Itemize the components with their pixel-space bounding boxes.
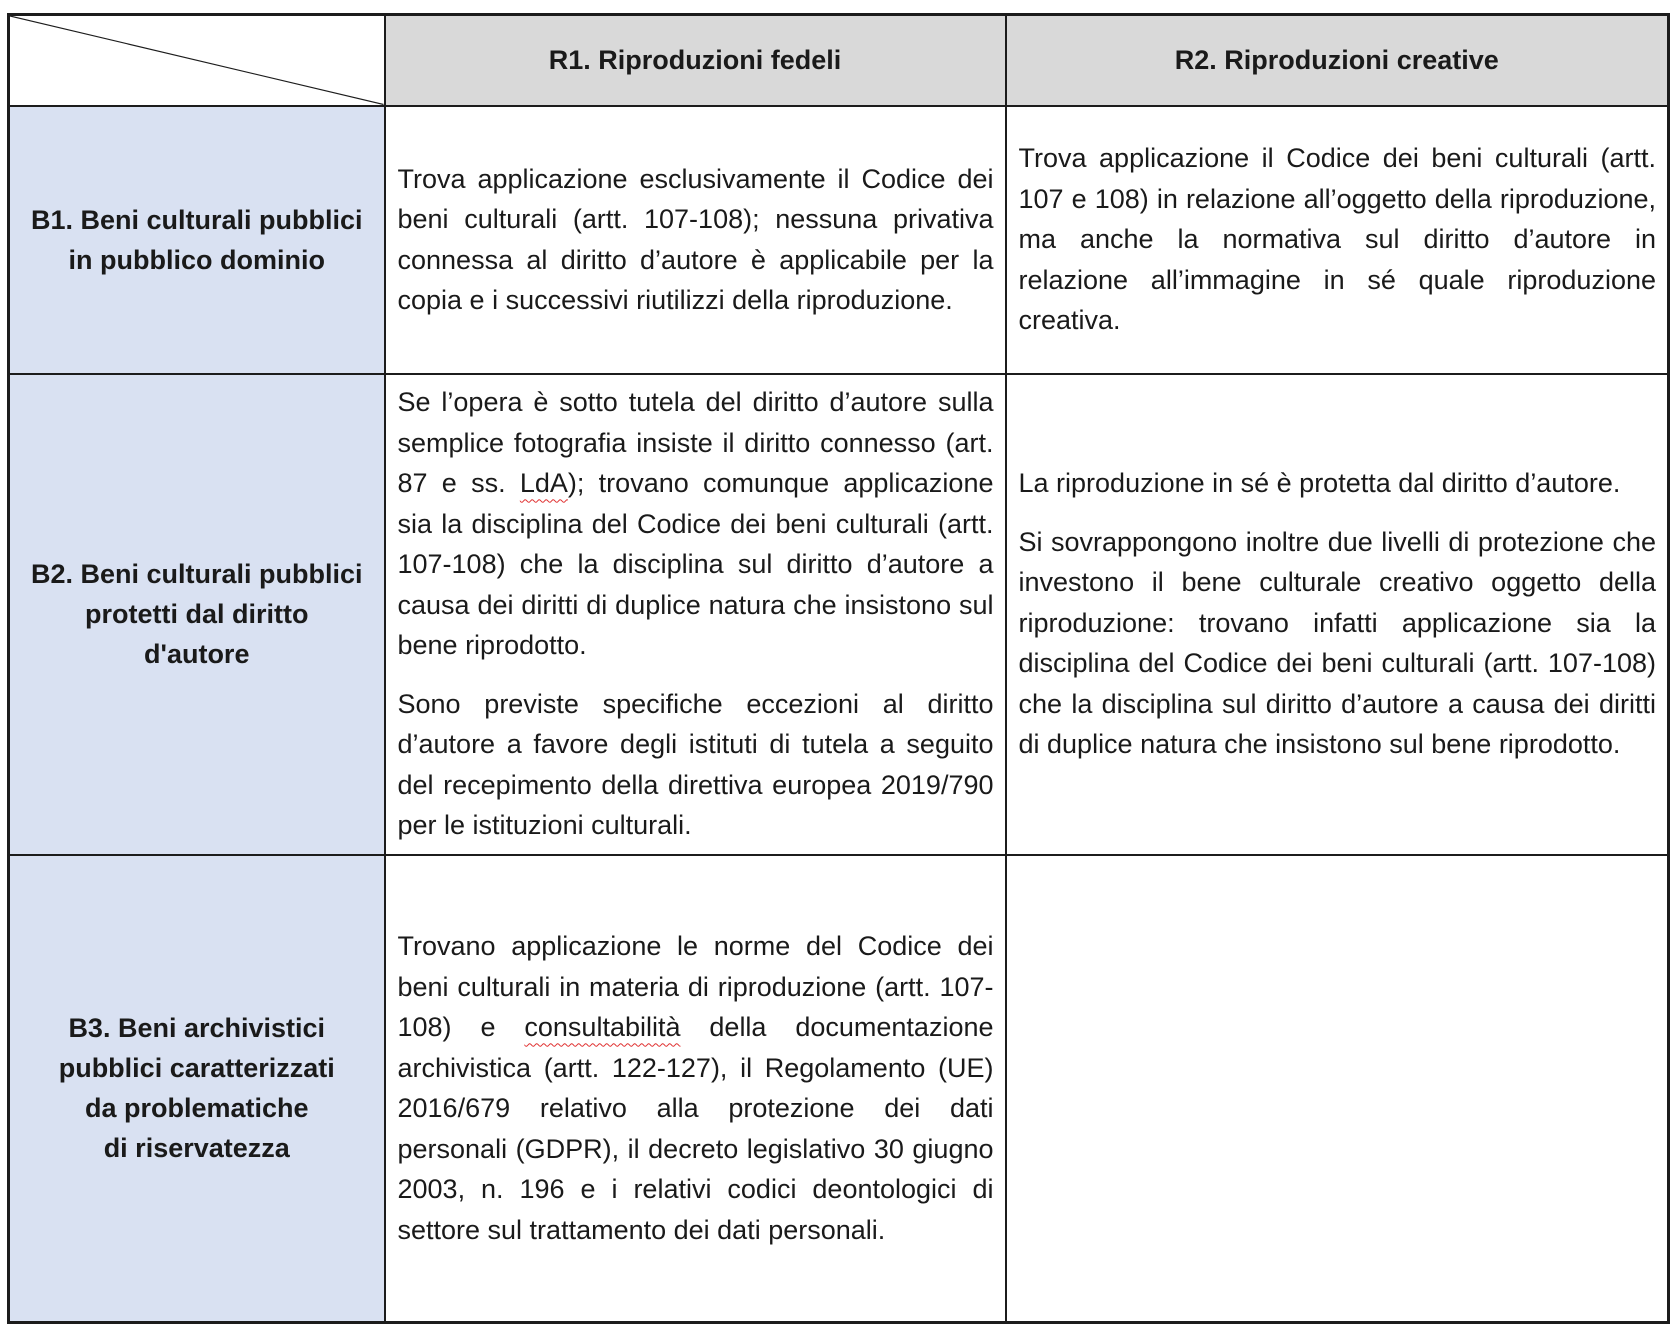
cell-b1-r1 <box>385 106 1006 374</box>
table-row-b2 <box>9 374 1669 855</box>
row-header-b3-line: pubblici caratterizzati <box>58 1053 335 1084</box>
corner-cell <box>9 15 385 106</box>
row-header-b3 <box>9 855 385 1323</box>
cell-b2-r2 <box>1006 374 1669 855</box>
cell-b2-r1-paragraph: Sono previste specifiche eccezioni al diritto d’autore a favore degli istituti di tutela a seguito del recepimento della direttiva europea 2019/790 per le istituzioni culturali. <box>397 688 994 841</box>
paragraph-text: Trovano applicazione le norme del Codice dei beni culturali in materia di riproduzione (artt. 107-108) e <box>397 931 994 1043</box>
paragraph-text: ); trovano comunque applicazione sia la disciplina del Codice dei beni culturali (artt. 107-108) che la disciplina sul diritto d’autore a causa dei diritti di duplice natura che insistono sul bene riprodotto. <box>397 468 994 661</box>
row-header-b3-line: di riservatezza <box>103 1133 290 1164</box>
cell-b2-r2-paragraph: Si sovrappongono inoltre due livelli di protezione che investono il bene culturale creativo oggetto della riproduzione: trovano infatti applicazione sia la disciplina del Codice dei beni culturali (artt. 107-108) che la disciplina sul diritto d’autore a causa dei diritti di duplice natura che insistono sul bene riprodotto. <box>1018 526 1656 760</box>
row-header-b2-line: protetti dal diritto <box>85 599 309 629</box>
paragraph-text: della documentazione archivistica (artt. 122-127), il Regolamento (UE) 2016/679 relativo alla protezione dei dati personali (GDPR), il decreto legislativo 30 giugno 2003, n. 196 e i relativi codici deontologici di settore sul trattamento dei dati personali. <box>397 1012 994 1245</box>
paragraph-text: Se l’opera è sotto tutela del diritto d’autore sulla semplice fotografia insiste il diritto connesso (art. 87 e ss. <box>397 387 994 499</box>
row-header-b1-line: in pubblico dominio <box>68 244 325 275</box>
column-header-r1: R1. Riproduzioni fedeli <box>385 15 1006 106</box>
cell-b3-r1 <box>385 855 1006 1323</box>
row-header-b1 <box>9 106 385 374</box>
cell-b2-r1-paragraph <box>398 382 994 666</box>
cell-b1-r2 <box>1006 106 1669 374</box>
cell-b2-r1 <box>385 374 1006 855</box>
row-header-b2 <box>9 374 385 855</box>
row-header-b3-line: B3. Beni archivistici <box>68 1013 326 1044</box>
spellcheck-flagged-word: LdA <box>519 468 568 499</box>
matrix-table <box>7 13 1670 1324</box>
spellcheck-flagged-word: consultabilità <box>524 1012 681 1043</box>
comparison-table <box>7 13 1667 1321</box>
table-row-b3 <box>9 855 1669 1323</box>
row-header-b1-line: B1. Beni culturali pubblici <box>30 204 363 235</box>
row-header-b2-line: B2. Beni culturali pubblici <box>30 559 363 589</box>
table-row-b1 <box>9 106 1669 374</box>
cell-b1-r2-paragraph: Trova applicazione il Codice dei beni culturali (artt. 107 e 108) in relazione all’oggetto della riproduzione, ma anche la normativa sul diritto d’autore in relazione all’immagine in sé quale riproduzione creativa. <box>1018 143 1656 336</box>
cell-b2-r2-paragraph: La riproduzione in sé è protetta dal diritto d’autore. <box>1018 468 1621 499</box>
header-row <box>9 15 1669 106</box>
row-header-b2-line: d'autore <box>144 639 250 669</box>
diagonal-divider <box>10 16 384 105</box>
cell-b3-r1-paragraph <box>398 926 994 1250</box>
column-header-r2: R2. Riproduzioni creative <box>1006 15 1669 106</box>
cell-b1-r1-paragraph: Trova applicazione esclusivamente il Codice dei beni culturali (artt. 107-108); nessuna privativa connessa al diritto d’autore è applicabile per la copia e i successivi riutilizzi della riproduzione. <box>397 163 994 315</box>
row-header-b3-line: da problematiche <box>84 1093 309 1124</box>
cell-b3-r2-empty <box>1006 855 1669 1323</box>
